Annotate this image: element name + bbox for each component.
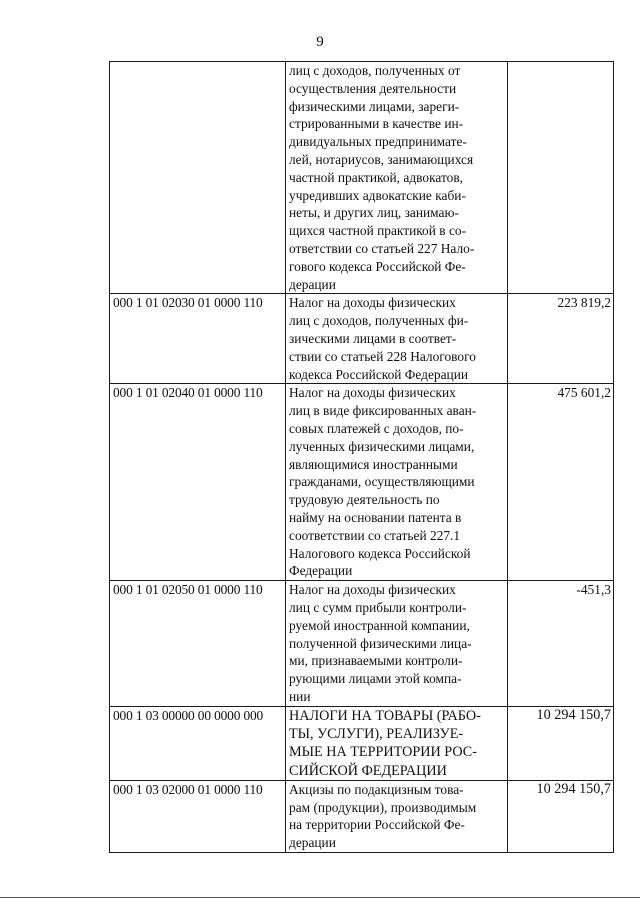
revenue-name-line: зическими лицами в соответ- <box>289 330 457 346</box>
revenue-name-line: на территории Российской Фе- <box>289 817 465 833</box>
amount-value <box>508 62 614 294</box>
revenue-name <box>286 384 508 581</box>
classification-code: 000 1 01 02050 01 0000 110 <box>110 581 286 707</box>
revenue-name <box>286 706 508 780</box>
revenue-name-line: осуществления деятельности <box>289 80 457 96</box>
revenue-name-line: ствии со статьей 228 Налогового <box>289 348 476 364</box>
revenue-name-line: Федерации <box>289 563 353 579</box>
table-row <box>110 294 614 384</box>
revenue-name-line: соответствии со статьей 227.1 <box>289 527 461 543</box>
revenue-name-line: рам (продукции), производимым <box>289 799 477 815</box>
revenue-name-line: МЫЕ НА ТЕРРИТОРИИ РОС- <box>289 744 477 761</box>
revenue-name-line: трудовую деятельность по <box>289 492 440 508</box>
revenue-name-line: кодекса Российской Федерации <box>289 366 469 382</box>
revenue-name-line: являющимися иностранными <box>289 456 458 472</box>
table-row <box>110 780 614 852</box>
revenue-name-line: ответствии со статьей 227 Нало- <box>289 240 475 256</box>
revenue-name-line: щихся частной практикой в со- <box>289 223 467 239</box>
table-row <box>110 581 614 707</box>
revenue-name-line: лиц с доходов, полученных от <box>289 63 461 78</box>
amount-value: 10 294 150,7 <box>508 706 614 780</box>
table-row <box>110 706 614 780</box>
revenue-name-line: Налогового кодекса Российской <box>289 545 471 561</box>
revenue-name-line: НАЛОГИ НА ТОВАРЫ (РАБО- <box>289 707 481 724</box>
revenue-name-line: неты, и других лиц, занимаю- <box>289 205 459 221</box>
revenue-name-line: лиц с сумм прибыли контроли- <box>289 599 467 615</box>
revenue-name-line: лученных физическими лицами, <box>289 438 475 454</box>
revenue-name <box>286 581 508 707</box>
revenue-name-line: рующими лицами этой компа- <box>289 671 462 687</box>
revenue-name-line: лиц в виде фиксированных аван- <box>289 403 477 419</box>
revenue-name-line: Налог на доходы физических <box>289 295 456 311</box>
page-bottom-edge <box>0 897 640 898</box>
table-row <box>110 384 614 581</box>
revenue-name-line: гового кодекса Российской Фе- <box>289 258 466 274</box>
classification-code: 000 1 01 02030 01 0000 110 <box>110 294 286 384</box>
revenue-name-line: лей, нотариусов, занимающихся <box>289 151 474 167</box>
revenue-name-line: физическими лицами, зареги- <box>289 98 460 114</box>
classification-code <box>110 62 286 294</box>
revenue-name-line: дивидуальных предпринимате- <box>289 134 467 150</box>
revenue-name-line: совых платежей с доходов, по- <box>289 420 464 436</box>
revenue-name-line: ТЫ, УСЛУГИ), РЕАЛИЗУЕ- <box>289 725 464 742</box>
page-number: 9 <box>316 34 324 50</box>
revenue-name-line: найму на основании патента в <box>289 509 462 525</box>
revenue-name-line: дерации <box>289 276 336 292</box>
revenue-name-line: Акцизы по подакцизным това- <box>289 781 464 797</box>
revenue-name-line: гражданами, осуществляющими <box>289 474 475 490</box>
revenue-name <box>286 62 508 294</box>
classification-code: 000 1 01 02040 01 0000 110 <box>110 384 286 581</box>
revenue-name-line: учредивших адвокатские каби- <box>289 187 466 203</box>
classification-code: 000 1 03 02000 01 0000 110 <box>110 780 286 852</box>
revenue-name-line: лиц с доходов, полученных фи- <box>289 313 469 329</box>
revenue-name-line: СИЙСКОЙ ФЕДЕРАЦИИ <box>289 762 447 779</box>
classification-code: 000 1 03 00000 00 0000 000 <box>110 706 286 780</box>
revenue-name-line: нии <box>289 688 311 704</box>
revenue-name-line: Налог на доходы физических <box>289 385 456 401</box>
amount-value: -451,3 <box>508 581 614 707</box>
revenue-name-line: руемой иностранной компании, <box>289 617 470 633</box>
revenue-name <box>286 294 508 384</box>
revenue-table <box>109 61 614 853</box>
revenue-name-line: полученной физическими лица- <box>289 635 472 651</box>
table-row <box>110 62 614 294</box>
amount-value: 10 294 150,7 <box>508 780 614 852</box>
amount-value: 475 601,2 <box>508 384 614 581</box>
revenue-name-line: стрированными в качестве ин- <box>289 116 464 132</box>
revenue-name-line: дерации <box>289 835 336 851</box>
amount-value: 223 819,2 <box>508 294 614 384</box>
revenue-name-line: частной практикой, адвокатов, <box>289 169 464 185</box>
revenue-name <box>286 780 508 852</box>
revenue-name-line: ми, признаваемыми контроли- <box>289 653 463 669</box>
revenue-name-line: Налог на доходы физических <box>289 582 456 598</box>
